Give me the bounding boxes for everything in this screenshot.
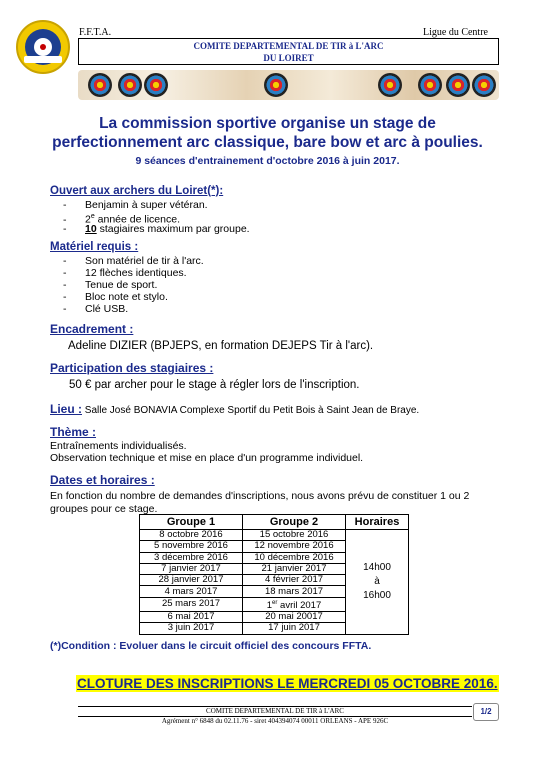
title-line-1: La commission sportive organise un stage de (99, 115, 436, 132)
title-line-2: perfectionnement arc classique, bare bow et arc à poulies. (52, 134, 483, 151)
table-row: 7 janvier 2017 21 janvier 2017 (140, 563, 409, 574)
col-header-horaires: Horaires (346, 515, 409, 530)
subtitle: 9 séances d'entrainement d'octobre 2016 à juin 2017. (135, 155, 400, 167)
list-item: - 2e année de licence. (63, 213, 180, 226)
page-number: 1/2 (473, 703, 499, 721)
list-item: - 10 stagiaires maximum par groupe. (63, 223, 250, 235)
committee-logo (16, 20, 70, 74)
condition-note: (*)Condition : Evoluer dans le circuit officiel des concours FFTA. (50, 640, 372, 652)
list-item: - 12 flèches identiques. (63, 267, 187, 279)
table-row: 25 mars 2017 1er avril 2017 (140, 597, 409, 611)
header-left-text: F.F.T.A. (79, 27, 112, 38)
table-header-row (140, 515, 409, 530)
encadrement-text: Adeline DIZIER (BPJEPS, en formation DEJEPS Tir à l'arc). (68, 340, 374, 352)
table-row: 28 janvier 2017 4 février 2017 (140, 575, 409, 586)
table-row: 6 mai 2017 20 mai 20017 (140, 611, 409, 622)
committee-line-2: DU LOIRET (263, 53, 314, 63)
list-item: - Bloc note et stylo. (63, 291, 168, 303)
section-theme-heading: Thème : (50, 425, 97, 439)
col-header-groupe-1: Groupe 1 (140, 515, 243, 530)
committee-line-1: COMITE DEPARTEMENTAL DE TIR à L'ARC (193, 41, 384, 51)
table-row: 5 novembre 2016 12 novembre 2016 (140, 541, 409, 552)
list-item: - Tenue de sport. (63, 279, 158, 291)
lieu-line (50, 402, 419, 417)
committee-heading (78, 39, 499, 65)
dates-intro: En fonction du nombre de demandes d'inscriptions, nous avons prévu de constituer 1 ou 2 groupes pour ce stage. (50, 490, 470, 515)
footer-line-1: COMITE DEPARTEMENTAL DE TIR à L'ARC (206, 707, 344, 715)
section-dates-heading: Dates et horaires : (50, 473, 155, 487)
header-right-text: Ligue du Centre (423, 27, 488, 38)
table-row: 8 octobre 2016 15 octobre 2016 14h00 à 16h00 (140, 530, 409, 541)
section-lieu-heading: Lieu : (50, 402, 82, 416)
theme-line-1: Entraînements individualisés. (50, 440, 187, 452)
table-row: 4 mars 2017 18 mars 2017 (140, 586, 409, 597)
col-header-groupe-2: Groupe 2 (243, 515, 346, 530)
list-item: - Benjamin à super vétéran. (63, 199, 208, 211)
section-ouvert-heading: Ouvert aux archers du Loiret(*): (50, 185, 224, 197)
section-materiel-heading: Matériel requis : (50, 241, 139, 253)
section-encadrement-heading: Encadrement : (50, 322, 134, 336)
list-item: - Clé USB. (63, 303, 129, 315)
table-row: 3 décembre 2016 10 décembre 2016 (140, 552, 409, 563)
table-row: 3 juin 2017 17 juin 2017 (140, 623, 409, 634)
lieu-text: Salle José BONAVIA Complexe Sportif du Petit Bois à Saint Jean de Braye. (82, 405, 420, 416)
targets-banner (78, 70, 499, 100)
schedule-table (139, 514, 409, 635)
horaires-cell: 14h00 à 16h00 (346, 530, 409, 635)
theme-line-2: Observation technique et mise en place d'un programme individuel. (50, 452, 364, 464)
section-participation-heading: Participation des stagiaires : (50, 361, 214, 375)
list-item: - Son matériel de tir à l'arc. (63, 255, 204, 267)
footer-line-2: Agrément n° 6848 du 02.11.76 - siret 404394074 00011 ORLEANS - APE 926C (161, 717, 389, 725)
participation-text: 50 € par archer pour le stage à régler lors de l'inscription. (69, 379, 360, 391)
cloture-notice: CLOTURE DES INSCRIPTIONS LE MERCREDI 05 OCTOBRE 2016. (77, 676, 498, 691)
